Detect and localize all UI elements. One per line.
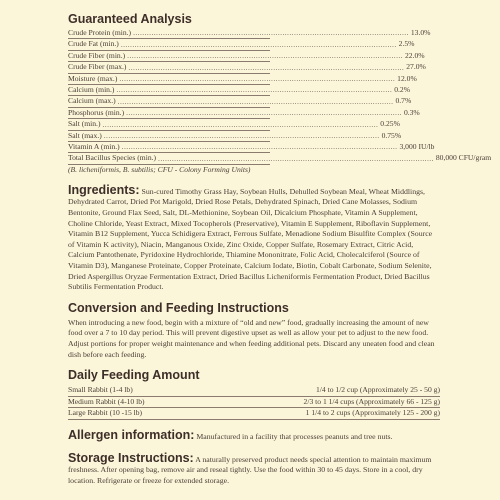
analysis-value: 12.0%: [397, 73, 417, 83]
analysis-value: 0.75%: [381, 130, 402, 140]
analysis-row: [68, 73, 417, 85]
analysis-label: Crude Fat (min.): [68, 39, 119, 49]
guaranteed-analysis-table: [68, 28, 492, 165]
dot-leader: ........................................................................................................................: [127, 51, 403, 61]
analysis-label: Vitamin A (min.): [68, 142, 120, 152]
analysis-value: 0.3%: [403, 107, 420, 117]
analysis-label: Crude Protein (min.): [68, 28, 132, 37]
allergen-title: Allergen information:: [68, 427, 195, 442]
analysis-row: [68, 142, 435, 153]
daily-feeding-section: [68, 368, 500, 420]
analysis-row: [68, 62, 426, 73]
analysis-row: [68, 50, 425, 62]
analysis-row: [68, 96, 412, 107]
feeding-value: 1 1/4 to 2 cups (Approximately 125 - 200 g): [305, 408, 440, 418]
analysis-label: Moisture (max.): [68, 73, 118, 83]
ingredients-text: Sun-cured Timothy Grass Hay, Soybean Hulls, Dehulled Soybean Meal, Wheat Middlings, Dehydrated Carrot, Dried Pot Marigold, Dried Rose Petals, Dehydrated Spinach, Dried Cane Molasses, Sodium Bentonite, Ground Flax Seed, Salt, DL-Methionine, Soybean Oil, Dicalcium Phosphate, Vitamin A Supplement, Choline Chloride, Yeast Extract, Mixed Tocopherols (Preservative), Vitamin E Supplement, Riboflavin Supplement, Vitamin B12 Supplement, Yucca Schidigera Extract, Ferrous Sulfate, Menadione Sodium Bisulfite Complex (Source of Vitamin K activity), Niacin, Manganous Oxide, Zinc Oxide, Copper Sulfate, Rosemary Extract, Citric Acid, Calcium Pantothenate, Pyridoxine Hydrochloride, Thiamine Mononitrate, Folic Acid, Cholecalciferol (Source of Vitamin D3), Manganese Proteinate, Copper Proteinate, Calcium Iodate, Biotin, Cobalt Carbonate, Sodium Selenite, Dried Aspergillus Oryzae Fermentation Extract, Dried Bacillus Licheniformis Fermentation Product, Dried Bacillus Subtilis Fermentation Product.: [68, 186, 433, 292]
daily-feeding-table: [68, 385, 440, 420]
analysis-row: [68, 153, 492, 164]
storage-title: Storage Instructions:: [68, 450, 194, 465]
feeding-row: [68, 408, 440, 420]
storage-section: [68, 451, 440, 487]
guaranteed-analysis-section: [68, 12, 500, 175]
dot-leader: ........................................................................................................................: [117, 96, 394, 106]
dot-leader: ........................................................................................................................: [126, 108, 402, 118]
analysis-row: [68, 130, 402, 142]
dot-leader: ........................................................................................................................: [103, 131, 380, 141]
analysis-value: 0.25%: [380, 119, 400, 129]
analysis-value: 3,000 IU/lb: [399, 142, 435, 152]
analysis-label: Calcium (max.): [68, 96, 116, 106]
feeding-label: Medium Rabbit (4-10 lb): [68, 396, 145, 406]
dot-leader: ........................................................................................................................: [119, 74, 396, 84]
dot-leader: ........................................................................................................................: [116, 85, 393, 95]
conversion-title: Conversion and Feeding Instructions: [68, 300, 289, 315]
analysis-row: [68, 85, 411, 96]
allergen-text: Manufactured in a facility that processes peanuts and tree nuts.: [196, 431, 393, 441]
feeding-label: Small Rabbit (1-4 lb): [68, 385, 133, 395]
conversion-section: [68, 301, 500, 360]
dot-leader: ........................................................................................................................: [120, 39, 397, 49]
analysis-label: Crude Fiber (min.): [68, 50, 126, 60]
analysis-row: [68, 28, 431, 39]
analysis-value: 2.5%: [398, 39, 415, 49]
ingredients-title: Ingredients:: [68, 182, 140, 197]
feeding-row: [68, 397, 440, 409]
analysis-value: 27.0%: [406, 62, 426, 72]
analysis-value: 0.7%: [395, 96, 412, 106]
guaranteed-analysis-title: Guaranteed Analysis: [68, 12, 192, 26]
analysis-value: 13.0%: [410, 28, 431, 37]
analysis-label: Salt (max.): [68, 130, 102, 140]
dot-leader: ........................................................................................................................: [158, 153, 434, 163]
analysis-label: Calcium (min.): [68, 85, 115, 95]
analysis-row: [68, 39, 415, 50]
ingredients-section: [68, 183, 440, 293]
feeding-value: 1/4 to 1/2 cup (Approximately 25 - 50 g): [315, 385, 440, 395]
dot-leader: ........................................................................................................................: [102, 119, 379, 129]
dot-leader: ........................................................................................................................: [121, 142, 398, 152]
analysis-value: 0.2%: [394, 85, 411, 95]
analysis-label: Total Bacillus Species (min.): [68, 153, 157, 163]
allergen-section: [68, 428, 440, 443]
conversion-text: When introducing a new food, begin with a mixture of “old and new” food, gradually increasing the amount of new food over a 7 to 10 day period. This will prevent digestive upset as well as allow your pet to adjust to the new food. Adjust portions for proper weight maintenance and when feeding additional pets. Discard any uneaten food and clean dish before each feeding.: [68, 317, 435, 359]
analysis-label: Phosphorus (min.): [68, 107, 125, 117]
dot-leader: ........................................................................................................................: [128, 62, 405, 72]
bacillus-note: (B. licheniformis, B. subtilis; CFU - Colony Forming Units): [68, 164, 251, 174]
analysis-label: Crude Fiber (max.): [68, 62, 127, 72]
analysis-label: Salt (min.): [68, 119, 101, 129]
analysis-row: [68, 119, 400, 130]
feeding-value: 2/3 to 1 1/4 cups (Approximately 66 - 125 g): [303, 396, 440, 406]
analysis-value: 22.0%: [404, 50, 425, 60]
feeding-label: Large Rabbit (10 -15 lb): [68, 408, 143, 418]
feeding-row: [68, 385, 440, 397]
storage-text: A naturally preserved product needs special attention to maintain maximum freshness. After opening bag, remove air and reseal tightly. Use the food within 30 to 45 days. Store in a cool, dry location. Refrigerate or freeze for extended storage.: [68, 454, 432, 485]
daily-feeding-title: Daily Feeding Amount: [68, 368, 200, 383]
analysis-value: 80,000 CFU/gram: [435, 153, 492, 163]
analysis-row: [68, 107, 420, 119]
dot-leader: ........................................................................................................................: [133, 28, 409, 38]
